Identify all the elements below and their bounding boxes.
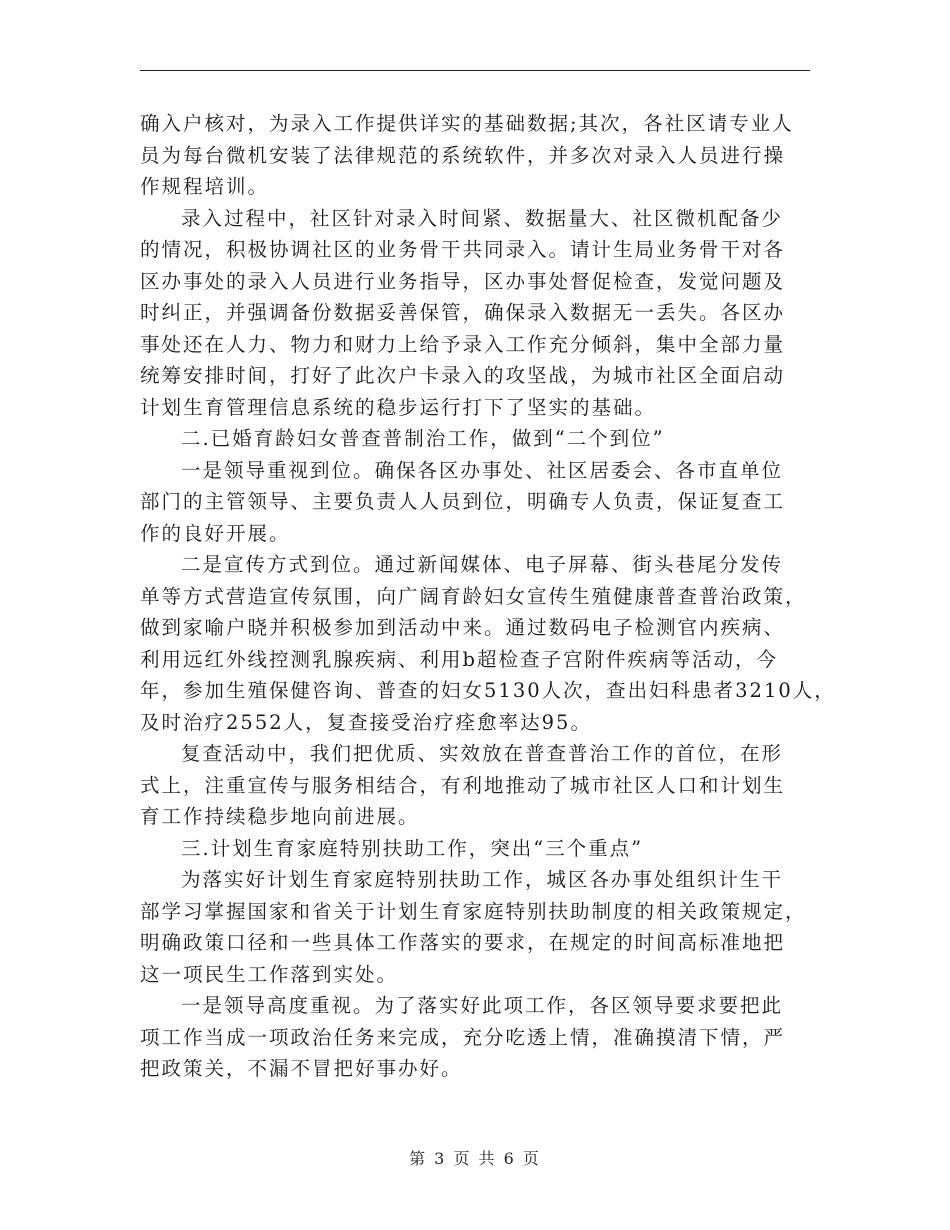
text-line: 把政策关，不漏不冒把好事办好。 — [140, 1057, 463, 1080]
paragraph-start-line: 复查活动中，我们把优质、实效放在普查普治工作的首位，在形 — [181, 742, 784, 765]
text-line: 部门的主管领导、主要负责人人员到位，明确专人负责，保证复查工 — [140, 490, 786, 513]
header-rule — [140, 70, 810, 71]
text-line: 确入户核对，为录入工作提供详实的基础数据;其次，各社区请专业人 — [140, 112, 794, 135]
text-line: 项工作当成一项政治任务来完成，充分吃透上情，准确摸清下情，严 — [140, 1025, 786, 1049]
page-number-footer: 第 3 页 共 6 页 — [409, 1149, 541, 1168]
text-line: 的情况，积极协调社区的业务骨干共同录入。请计生局业务骨干对各 — [140, 238, 786, 261]
text-line: 及时治疗2552人，复查接受治疗痊愈率达95。 — [140, 710, 592, 734]
text-line: 这一项民生工作落到实处。 — [140, 962, 399, 986]
text-line: 作规程培训。 — [140, 175, 270, 198]
paragraph-start-line: 一是领导重视到位。确保各区办事处、社区居委会、各市直单位 — [181, 458, 784, 482]
section-heading: 二.已婚育龄妇女普查普制治工作，做到“二个到位” — [181, 427, 665, 450]
text-line: 育工作持续稳步地向前进展。 — [140, 805, 420, 828]
text-line: 时纠正，并强调备份数据妥善保管，确保录入数据无一丢失。各区办 — [140, 301, 786, 324]
paragraph-start-line: 二是宣传方式到位。通过新闻媒体、电子屏幕、街头巷尾分发传 — [181, 553, 784, 576]
text-line: 作的良好开展。 — [140, 521, 291, 545]
text-line: 做到家喻户晓并积极参加到活动中来。通过数码电子检测官内疾病、 — [140, 616, 786, 639]
text-line: 部学习掌握国家和省关于计划生育家庭特别扶助制度的相关政策规定， — [140, 899, 807, 923]
text-line: 单等方式营造宣传氛围，向广阔育龄妇女宣传生殖健康普查普治政策， — [140, 584, 807, 608]
text-line: 利用远红外线控测乳腺疾病、利用b超检查子宫附件疾病等活动，今 — [140, 647, 778, 671]
paragraph-start-line: 为落实好计划生育家庭特别扶助工作，城区各办事处组织计生干 — [181, 868, 784, 891]
document-body — [140, 108, 836, 1085]
paragraph-start-line: 录入过程中，社区针对录入时间紧、数据量大、社区微机配备少 — [181, 206, 784, 230]
text-line: 明确政策口径和一些具体工作落实的要求，在规定的时间高标准地把 — [140, 931, 786, 954]
paragraph-start-line: 一是领导高度重视。为了落实好此项工作，各区领导要求要把此 — [181, 994, 784, 1017]
text-line: 计划生育管理信息系统的稳步运行打下了坚实的基础。 — [140, 395, 657, 419]
text-line: 员为每台微机安装了法律规范的系统软件，并多次对录入人员进行操 — [140, 143, 786, 167]
section-heading: 三.计划生育家庭特别扶助工作，突出“三个重点” — [181, 836, 644, 860]
text-line: 统筹安排时间，打好了此次户卡录入的攻坚战，为城市社区全面启动 — [140, 364, 786, 387]
text-line: 区办事处的录入人员进行业务指导，区办事处督促检查，发觉问题及 — [140, 269, 786, 293]
text-line: 式上，注重宣传与服务相结合，有利地推动了城市社区人口和计划生 — [140, 773, 786, 797]
text-line: 事处还在人力、物力和财力上给予录入工作充分倾斜，集中全部力量 — [140, 332, 786, 356]
text-line: 年，参加生殖保健咨询、普查的妇女5130人次，查出妇科患者3210人， — [140, 679, 836, 702]
